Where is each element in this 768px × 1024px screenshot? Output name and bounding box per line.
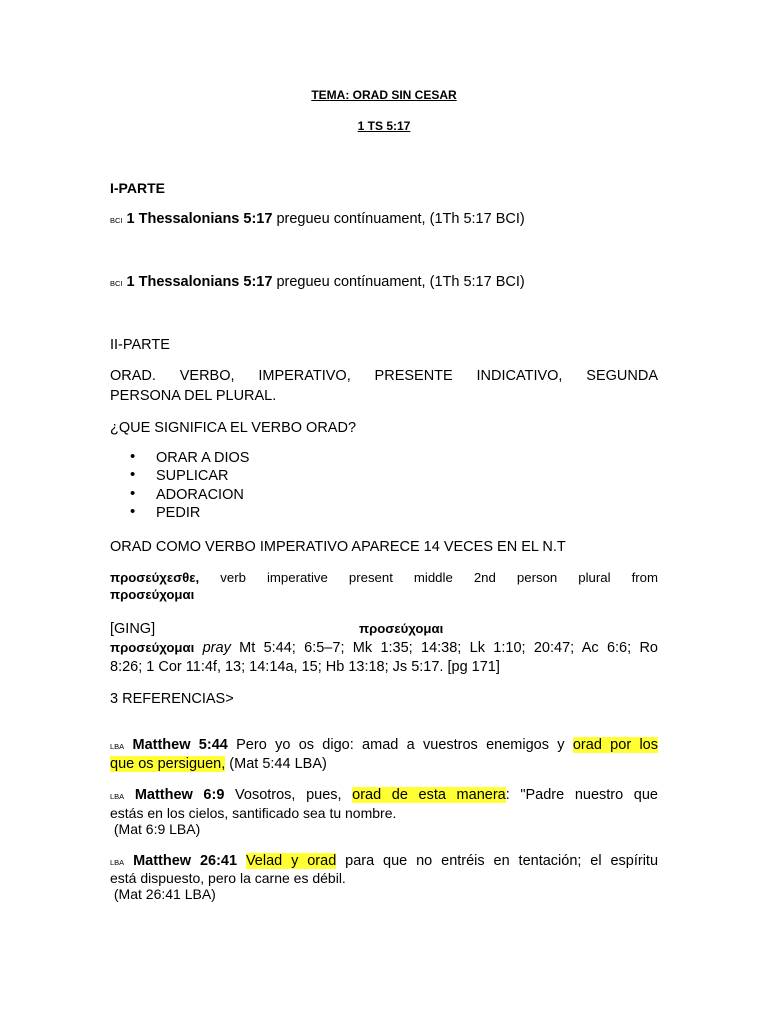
greek-word: προσεύχεσθε,	[110, 570, 200, 585]
reference-ref: Matthew 6:9	[134, 787, 225, 803]
reference-2-line1	[110, 786, 658, 805]
part1-verse-2	[110, 273, 658, 292]
document-subtitle: 1 TS 5:17	[357, 119, 411, 133]
ging-refs-line1	[110, 639, 658, 658]
part2-heading: II-PARTE	[110, 337, 170, 353]
reference-3-line2: está dispuesto, pero la carne es débil.	[110, 870, 346, 886]
part2-para1-line1: ORAD. VERBO, IMPERATIVO, PRESENTE INDICATIVO, SEGUNDA	[110, 368, 658, 384]
reference-ref: Matthew 26:41	[133, 853, 238, 869]
greek-root: προσεύχομαι	[110, 587, 195, 602]
version-tag: LBA	[110, 858, 125, 867]
imperative-note: ORAD COMO VERBO IMPERATIVO APARECE 14 VECES EN EL N.T	[110, 539, 566, 555]
greek-desc: verb imperative present middle 2nd person plural from	[199, 570, 658, 585]
reference-3-citation: (Mat 26:41 LBA)	[110, 886, 216, 902]
reference-1-line1	[110, 736, 658, 755]
highlighted-text: Velad y orad	[245, 853, 337, 869]
list-item: • SUPLICAR	[130, 467, 249, 485]
document-title: TEMA: ORAD SIN CESAR	[311, 88, 457, 102]
verse-text: pregueu contínuament, (1Th 5:17 BCI)	[272, 274, 525, 290]
part1-heading: I-PARTE	[110, 180, 165, 196]
reference-3-line1	[110, 852, 658, 871]
greek-line-1	[110, 570, 658, 586]
meanings-list	[130, 449, 249, 523]
highlighted-text: que os persiguen,	[110, 756, 226, 772]
version-tag: BCI	[110, 279, 123, 288]
part2-question: ¿QUE SIGNIFICA EL VERBO ORAD?	[110, 420, 357, 436]
ging-refs-line2: 8:26; 1 Cor 11:4f, 13; 14:14a, 15; Hb 13:18; Js 5:17. [pg 171]	[110, 659, 500, 675]
reference-citation: (Mat 5:44 LBA)	[225, 756, 327, 772]
reference-ref: Matthew 5:44	[132, 737, 228, 753]
list-item: • PEDIR	[130, 504, 249, 522]
ging-gloss: pray	[202, 640, 231, 656]
references-heading: 3 REFERENCIAS>	[110, 691, 234, 707]
list-item: • ADORACION	[130, 486, 249, 504]
highlighted-text: orad por los	[572, 737, 658, 753]
ging-word: προσεύχομαι	[110, 640, 195, 655]
highlighted-text: orad de esta manera	[352, 787, 506, 803]
reference-text: Vosotros, pues,	[224, 787, 353, 803]
reference-2-citation: (Mat 6:9 LBA)	[110, 821, 201, 837]
verse-text: pregueu contínuament, (1Th 5:17 BCI)	[272, 211, 525, 227]
version-tag: LBA	[110, 792, 125, 801]
version-tag: LBA	[110, 742, 125, 751]
verse-ref: 1 Thessalonians 5:17	[126, 274, 273, 290]
reference-text: Pero yo os digo: amad a vuestros enemigos y	[227, 737, 573, 753]
reference-2-line2: estás en los cielos, santificado sea tu nombre.	[110, 805, 397, 821]
ging-label: [GING]	[110, 621, 156, 637]
version-tag: BCI	[110, 216, 123, 225]
reference-text: para que no entréis en tentación; el espíritu	[336, 853, 659, 869]
reference-1-line2	[110, 755, 658, 774]
ging-line	[110, 620, 658, 639]
reference-text: : "Padre nuestro que	[505, 787, 658, 803]
ging-word-center: προσεύχομαι	[359, 621, 444, 636]
list-item: • ORAR A DIOS	[130, 449, 249, 467]
verse-ref: 1 Thessalonians 5:17	[126, 211, 273, 227]
part1-verse-1	[110, 210, 658, 229]
part2-para1-line2: PERSONA DEL PLURAL.	[110, 388, 277, 404]
ging-refs: Mt 5:44; 6:5–7; Mk 1:35; 14:38; Lk 1:10; 20:47; Ac 6:6; Ro	[230, 640, 658, 656]
